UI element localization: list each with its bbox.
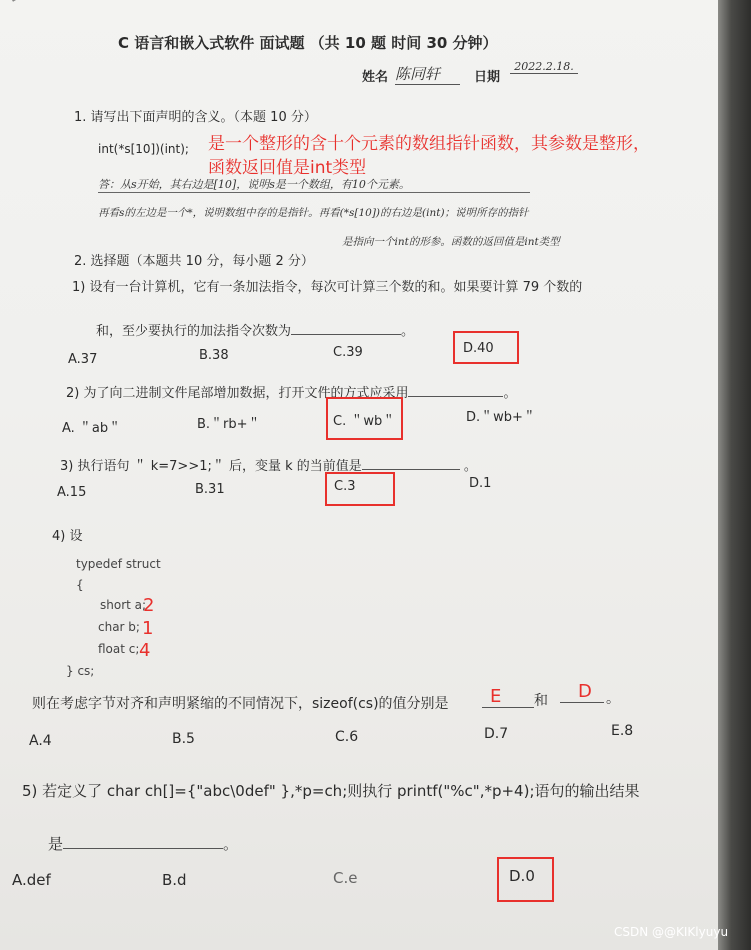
q2-heading: 2. 选择题（本题共 10 分，每小题 2 分） — [74, 254, 314, 269]
answer-e: E — [482, 686, 534, 708]
q2-2-line: 2) 为了向二进制文件尾部增加数据，打开文件的方式应采用 。 — [66, 386, 517, 401]
q2-1-option-c: C.39 — [333, 345, 363, 360]
q2-5-option-b: B.d — [162, 871, 187, 889]
q2-5-option-d: D.0 — [509, 867, 535, 885]
q1-code: int(*s[10])(int); — [98, 142, 189, 156]
date-label: 日期 — [474, 70, 501, 85]
q2-4-heading: 4) 设 — [52, 529, 83, 544]
q2-4-option-b: B.5 — [172, 731, 195, 747]
q2-4-code-6: } cs; — [66, 664, 95, 678]
mark-float: 4 — [139, 640, 151, 661]
q2-3-option-a: A.15 — [57, 485, 87, 500]
q2-5-option-a: A.def — [12, 871, 51, 889]
q1-handwriting-3: 是指向一个int的形参。函数的返回值是int类型 — [342, 236, 560, 248]
q2-2-option-c: C. ＂wb＂ — [333, 414, 396, 429]
q2-2-option-a: A. ＂ab＂ — [62, 421, 122, 436]
q2-4-code-2: { — [76, 578, 84, 592]
q2-3-option-c: C.3 — [334, 479, 356, 494]
q2-2-option-d: D.＂wb+＂ — [466, 410, 536, 425]
mark-short: 2 — [143, 595, 155, 616]
q2-4-and: 和 — [534, 693, 548, 709]
name-label: 姓名 — [362, 70, 389, 85]
q2-2-option-b: B.＂rb+＂ — [197, 417, 261, 432]
answer-d: D — [560, 681, 604, 703]
name-value: 陈同轩 — [395, 63, 460, 85]
page-title: C 语言和嵌入式软件 面试题 （共 10 题 时间 30 分钟） — [118, 34, 498, 52]
q2-4-code-5: float c; — [98, 642, 140, 656]
date-value: 2022.2.18. — [510, 60, 578, 74]
q1-handwriting-2: 再看s的左边是一个*，说明数组中存的是指针。再看(*s[10])的右边是(int)；说明所存的指针 — [98, 207, 529, 219]
annotation-line-1: 是一个整形的含十个元素的数组指针函数，其参数是整形， — [208, 134, 650, 154]
q2-1-option-a: A.37 — [68, 352, 98, 367]
q2-5-line2: 是 。 — [48, 835, 239, 853]
answer-highlight-box — [326, 397, 403, 440]
annotation-line-2: 函数返回值是int类型 — [208, 158, 367, 178]
mark-char: 1 — [142, 618, 154, 639]
q2-4-code-1: typedef struct — [76, 557, 161, 571]
q2-1-option-b: B.38 — [199, 348, 229, 363]
answer-highlight-box — [497, 857, 554, 902]
q2-5-option-c: C.e — [333, 869, 358, 887]
q2-3-line: 3) 执行语句 ＂ k=7>>1;＂ 后，变量 k 的当前值是 。 — [60, 459, 477, 474]
watermark: CSDN @@KIKlyuyu — [614, 925, 729, 939]
pen-mark — [12, 0, 48, 2]
q2-4-period: 。 — [606, 691, 620, 707]
q2-3-option-d: D.1 — [469, 476, 492, 491]
answer-highlight-box — [453, 331, 519, 364]
q2-4-code-3: short a; — [100, 598, 147, 612]
q2-4-code-4: char b; — [98, 620, 140, 634]
q2-1-line1: 1) 设有一台计算机，它有一条加法指令，每次可计算三个数的和。如果要计算 79 个数的 — [72, 280, 583, 295]
q1-heading-text: 1. 请写出下面声明的含义。（本题 10 分） — [74, 110, 317, 125]
q2-3-option-b: B.31 — [195, 482, 225, 497]
q2-4-option-c: C.6 — [335, 729, 359, 745]
q1-handwriting-1: 答：从s开始，其右边是[10]，说明s是一个数组，有10个元素。 — [98, 176, 530, 193]
q2-4-option-d: D.7 — [484, 726, 509, 742]
answer-highlight-box — [325, 472, 395, 506]
q2-5-line: 5) 若定义了 char ch[]={"abc\0def" },*p=ch;则执行 printf("%c",*p+4);语句的输出结果 — [22, 782, 640, 800]
q2-1-option-d: D.40 — [463, 341, 494, 356]
q2-1-line2: 和，至少要执行的加法指令次数为 。 — [96, 324, 415, 339]
q2-4-option-e: E.8 — [611, 723, 634, 739]
q2-4-option-a: A.4 — [29, 733, 52, 749]
desk-edge — [718, 0, 751, 950]
q2-4-question: 则在考虑字节对齐和声明紧缩的不同情况下，sizeof(cs)的值分别是 — [32, 696, 449, 712]
